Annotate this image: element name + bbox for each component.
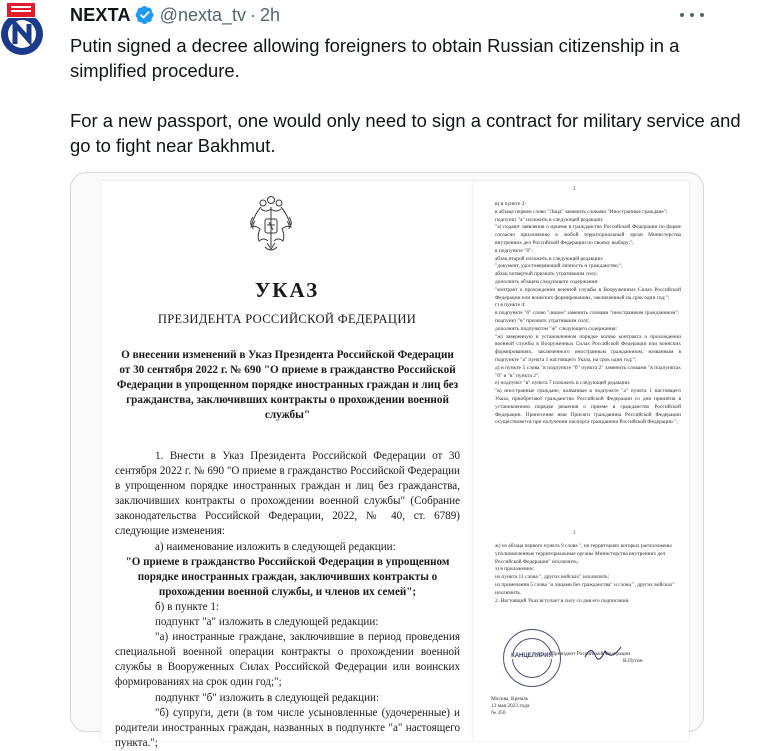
- verified-badge-icon[interactable]: [135, 5, 155, 25]
- page-number: 3: [573, 531, 576, 536]
- more-options-icon[interactable]: [676, 6, 708, 24]
- decree-title: УКАЗ: [254, 278, 320, 302]
- avatar[interactable]: [0, 0, 48, 58]
- decree-paragraph: 1. Внести в Указ Президента Российской Федерации от 30 сентября 2022 г. № 690 "О приеме в гражданство Российской Федерации в упрощенном порядке иностранных граждан и лиц без гражданства, заключивших контракты о прохождении военной службы" (Собрание законодательства Российской Федерации, 2022, № 40, ст. 6789) следующие изменения:: [115, 450, 460, 538]
- decree-line: дополнить подпунктом "ж" следующего содержания:: [495, 325, 618, 332]
- decree-place-date: [491, 696, 529, 717]
- decree-date: 13 мая 2023 года: [491, 703, 530, 709]
- decree-paragraph: "б) супруги, дети (в том числе усыновленные (удочеренные) и родители иностранных граждан, названных в подпункте "а" настоящего пункта.";: [115, 706, 460, 749]
- decree-line: "документ, удостоверяющий личность и гражданство;";: [495, 263, 623, 270]
- decree-line: абзац четвертый признать утратившим силу;: [495, 271, 598, 278]
- decree-number: № 350: [491, 710, 506, 716]
- russian-coat-of-arms-icon: [248, 195, 294, 255]
- author-name[interactable]: NEXTA: [70, 4, 131, 25]
- decree-line: ж) из абзаца первого пункта 9 слова ", на территориях которых расположены уполномоченные территориальные органы Министерства внутренних дел Российской Федерации" исключить;: [495, 543, 672, 565]
- signatory-name: В.Путин: [623, 658, 643, 664]
- nexta-logo-icon: [0, 0, 48, 58]
- more-dot: [700, 13, 704, 17]
- author-handle[interactable]: @nexta_tv: [159, 4, 246, 25]
- tweet-text: [70, 33, 750, 158]
- decree-page-3-text: [481, 543, 681, 605]
- decree-line: подпункт "а" изложить в следующей редакции:: [495, 216, 604, 223]
- tweet-media-image[interactable]: [70, 172, 704, 749]
- decree-line: в абзаце первом слово "Лица" заменить словами "Иностранные граждане";: [495, 208, 668, 215]
- tweet-timestamp[interactable]: 2h: [260, 4, 281, 25]
- decree-paragraph: б) в пункте 1:: [155, 600, 219, 613]
- chancellery-stamp: [503, 629, 561, 687]
- decree-body: [115, 449, 460, 751]
- decree-paragraph: подпункт "а" изложить в следующей редакции:: [155, 616, 379, 629]
- decree-line: подпункт "в" признать утратившим силу;: [495, 317, 590, 324]
- more-dot: [680, 13, 684, 17]
- tweet-paragraph-2: For a new passport, one would only need to sign a contract for military service and go to fight near Bakhmut.: [70, 110, 741, 156]
- decree-line: "в) иностранные граждане, названные в подпункте "а" пункта 1 настоящего Указа, приобретают гражданство Российской Федерации со дня принятия в установленном порядке решения о приеме в гражданство Российской Федерации. Принесение ими Присяги гражданина Российской Федерации осуществляется при получении паспорта гражданина Российской Федерации.";: [495, 388, 681, 426]
- decree-line: е) подпункт "в" пункта 7 изложить в следующей редакции:: [495, 380, 631, 387]
- tweet-paragraph-1: Putin signed a decree allowing foreigners to obtain Russian citizenship in a simplified procedure.: [70, 35, 680, 81]
- decree-paragraph: "О приеме в гражданство Российской Федерации в упрощенном порядке иностранных граждан, заключивших контракты о прохождении военной службы, и членов их семей";: [125, 555, 450, 598]
- decree-page-2-text: [481, 201, 681, 427]
- decree-place: Москва, Кремль: [491, 696, 529, 702]
- separator-dot: ·: [250, 4, 256, 25]
- decree-paragraph: а) наименование изложить в следующей редакции:: [155, 540, 396, 553]
- page-number: 2: [573, 187, 576, 192]
- decree-line: "ж) заверенную в установленном порядке копию контракта о прохождении военной службы в Вооруженных Силах Российской Федерации или воинских формированиях, заключенного иностранным гражданином, названным в подпункте "а" пункта 1 настоящего Указа, на срок один год;";: [495, 333, 681, 363]
- decree-subtitle: ПРЕЗИДЕНТА РОССИЙСКОЙ ФЕДЕРАЦИИ: [157, 312, 417, 326]
- decree-paragraph: подпункт "б" изложить в следующей редакции:: [155, 691, 380, 704]
- decree-subject: О внесении изменений в Указ Президента Российской Федерации от 30 сентября 2022 г. № 690 "О приеме в гражданство Российской Федерации в упрощенном порядке иностранных граждан и лиц без гражданства, заключивших контракты о прохождении военной службы": [116, 349, 459, 421]
- decree-line: г) в пункте 4:: [495, 302, 526, 309]
- decree-line: из пункта 11 слова ", других войсках" исключить;: [495, 574, 610, 581]
- decree-page-1: [101, 181, 473, 749]
- decree-line: в подпункте "б":: [495, 247, 533, 254]
- decree-line: в подпункте "б" слово "лицом" заменить словами "иностранным гражданином";: [495, 310, 680, 317]
- decree-page-2: [473, 181, 689, 741]
- decree-line: в) в пункте 2:: [495, 201, 526, 207]
- decree-line: з) в приложении:: [495, 566, 535, 573]
- decree-line: "а) подают заявления о приеме в гражданство Российской Федерации по форме согласно приложению к любой территориальный орган Министерства внутренних дел Российской Федерации по своему выбору;";: [495, 224, 681, 246]
- signatory-title: Президент Российской Федерации: [551, 651, 631, 657]
- decree-line: из примечания 5 слова "и лицами без гражданства" и слова ", других войсках" исключить.: [495, 581, 675, 596]
- decree-line: д) в пункте 5 слова "в подпункте "б" пункта 2" заменить словами "в подпунктах "б" и "в" пункта 2";: [495, 364, 681, 379]
- more-dot: [690, 13, 694, 17]
- stamp-label: КАНЦЕЛЯРИЯ: [508, 653, 556, 659]
- decree-line: абзац второй изложить в следующей редакции:: [495, 255, 604, 262]
- decree-line: дополнить абзацем следующего содержания:: [495, 278, 599, 285]
- decree-line: 2. Настоящий Указ вступает в силу со дня его подписания.: [495, 597, 630, 604]
- decree-line: "контракт о прохождении военной службы в Вооруженных Силах Российской Федерации или воинских формированиях, заключенный на срок один год;";: [495, 286, 681, 301]
- tweet-header: [70, 3, 280, 27]
- decree-paragraph: "а) иностранные граждане, заключившие в период проведения специальной военной операции контракты о прохождении военной службы в Вооруженных Силах Российской Федерации или воинских формированиях на срок один год;";: [115, 631, 460, 689]
